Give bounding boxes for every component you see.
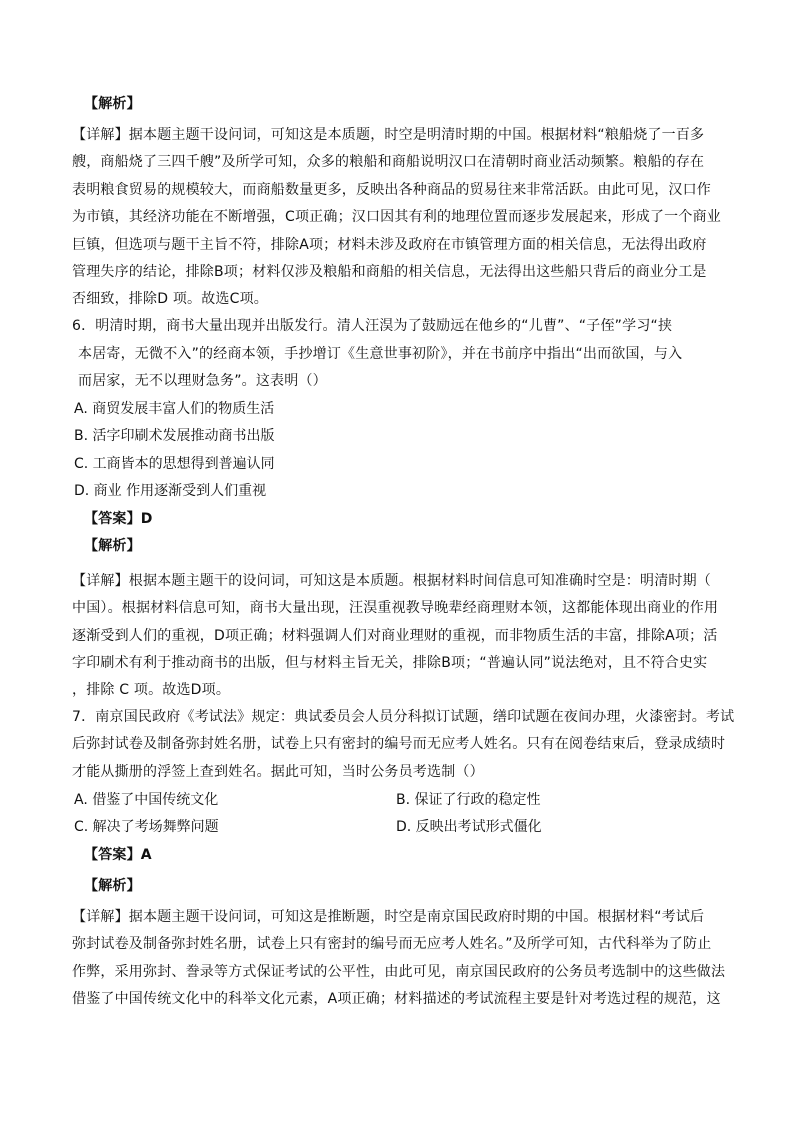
answer-label: 【答案】A <box>84 847 152 863</box>
option-d: D. 反映出考试形式僵化 <box>396 819 542 835</box>
detail-line: 弥封试卷及制备弥封姓名册，试卷上只有密封的编号而无应考人姓名。”及所学可知，古代科举为了防止 <box>72 936 712 952</box>
option-a: A. 商贸发展丰富人们的物质生活 <box>74 401 275 417</box>
detail-line: 字印刷术有利于推动商书的出版，但与材料主旨无关，排除B项；“普遍认同”说法绝对，且不符合史实 <box>72 655 708 671</box>
option-b: B. 保证了行政的稳定性 <box>396 792 541 808</box>
detail-line: 为市镇，其经济功能在不断增强，C项正确；汉口因其有利的地理位置而逐步发展起来，形成了一个商业 <box>72 209 721 225</box>
detail-line: 【详解】根据本题主题干的设问词，可知这是本质题。根据材料时间信息可知准确时空是：明清时期（ <box>72 573 711 589</box>
detail-line: 否细致，排除D 项。故选C项。 <box>72 291 269 307</box>
detail-line: 中国）。根据材料信息可知，商书大量出现，汪淏重视教导晚辈经商理财本领，这都能体现出商业的作用 <box>72 600 719 616</box>
option-a: A. 借鉴了中国传统文化 <box>74 792 219 808</box>
option-b: B. 活字印刷术发展推动商书出版 <box>74 428 275 444</box>
question-6-stem: 6．明清时期，商书大量出现并出版发行。清人汪淏为了鼓励远在他乡的“儿曹”、“子侄”学习“挟 <box>72 318 673 334</box>
option-c: C. 解决了考场舞弊问题 <box>74 819 219 835</box>
question-7-stem: 7．南京国民政府《考试法》规定：典试委员会人员分科拟订试题，缮印试题在夜间办理，火漆密封。考试 <box>72 709 735 725</box>
detail-line: 作弊，采用弥封、誊录等方式保证考试的公平性，由此可见，南京国民政府的公务员考选制中的这些做法 <box>72 964 726 980</box>
question-7-stem: 后弥封试卷及制备弥封姓名册，试卷上只有密封的编号而无应考人姓名。只有在阅卷结束后，登录成绩时 <box>72 736 726 752</box>
question-6-stem: 而居家，无不以理财急务”。这表明（） <box>78 373 327 389</box>
detail-line: ，排除 C 项。故选D项。 <box>72 682 231 698</box>
option-d: D. 商业 作用逐渐受到人们重视 <box>74 483 267 499</box>
question-6-stem: 本居寄，无微不入”的经商本领，手抄增订《生意世事初阶》，并在书前序中指出“出而欲国，与入 <box>78 346 683 362</box>
detail-line: 【详解】据本题主题干设问词，可知这是本质题，时空是明清时期的中国。根据材料“粮船烧了一百多 <box>72 127 705 143</box>
detail-line: 表明粮食贸易的规模较大，而商船数量更多，反映出各种商品的贸易往来非常活跃。由此可见，汉口作 <box>72 182 711 198</box>
analysis-label: 【解析】 <box>84 878 141 894</box>
detail-line: 巨镇，但选项与题干主旨不符，排除A项；材料未涉及政府在市镇管理方面的相关信息，无法得出政府 <box>72 237 707 253</box>
detail-line: 逐渐受到人们的重视，D项正确；材料强调人们对商业理财的重视，而非物质生活的丰富，排除A项；活 <box>72 628 718 644</box>
detail-line: 艘，商船烧了三四千艘”及所学可知，众多的粮船和商船说明汉口在清朝时商业活动频繁。粮船的存在 <box>72 154 705 170</box>
analysis-label: 【解析】 <box>84 96 141 112</box>
option-c: C. 工商皆本的思想得到普遍认同 <box>74 456 275 472</box>
detail-line: 借鉴了中国传统文化中的科举文化元素，A项正确；材料描述的考试流程主要是针对考选过程的规范，这 <box>72 991 721 1007</box>
analysis-label: 【解析】 <box>84 538 141 554</box>
answer-label: 【答案】D <box>84 511 153 527</box>
question-7-stem: 才能从撕册的浮签上查到姓名。据此可知，当时公务员考选制（） <box>72 764 484 780</box>
detail-line: 【详解】据本题主题干设问词，可知这是推断题，时空是南京国民政府时期的中国。根据材料“考试后 <box>72 909 705 925</box>
detail-line: 管理失序的结论，排除B项；材料仅涉及粮船和商船的相关信息，无法得出这些船只背后的商业分工是 <box>72 264 707 280</box>
